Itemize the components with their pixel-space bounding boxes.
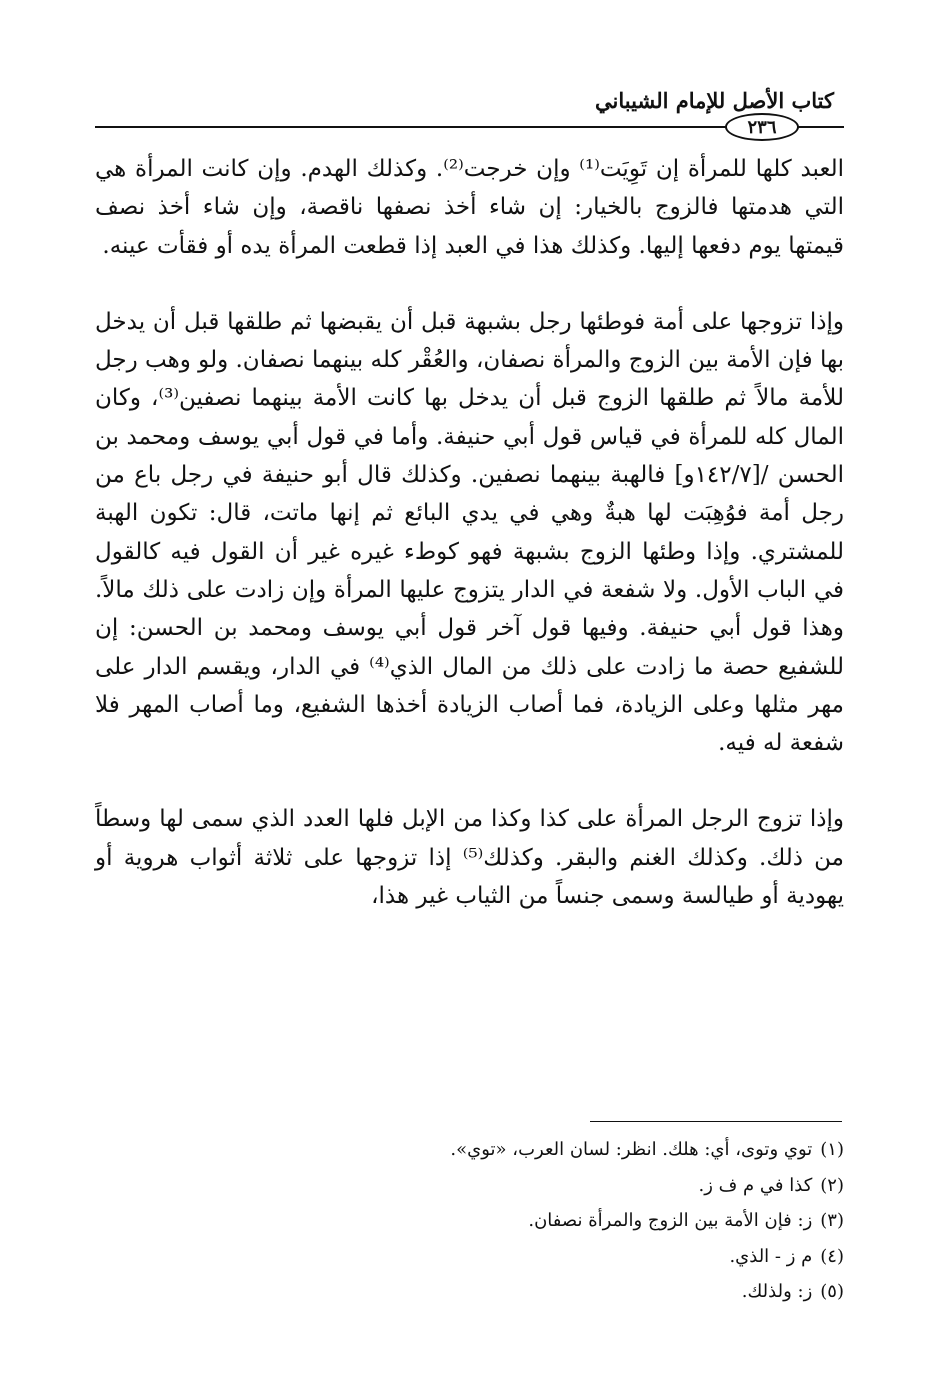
footnote-5	[95, 1274, 844, 1310]
footnote-text: ز: ولذلك.	[741, 1281, 813, 1302]
footnote-separator	[590, 1121, 842, 1122]
footnote-number: (٢)	[820, 1174, 844, 1196]
paragraph-1: العبد كلها للمرأة إن تَوِيَت⁽¹⁾ وإن خرجت⁽²⁾. وكذلك الهدم. وإن كانت المرأة هي التي هدمتها فالزوج بالخيار: إن شاء أخذ نصفها ناقصة، وإن شاء أخذ نصف قيمتها يوم دفعها إليها. وكذلك هذا في العبد إذا قطعت المرأة يده أو فقأت عينه.	[95, 156, 844, 259]
footnote-text: ز: فإن الأمة بين الزوج والمرأة نصفان.	[528, 1210, 813, 1231]
footnote-text: كذا في م ف ز.	[698, 1174, 813, 1196]
main-text	[95, 150, 844, 915]
footnote-number: (٥)	[820, 1281, 844, 1302]
footnote-4	[95, 1239, 844, 1275]
footnote-number: (١)	[820, 1139, 844, 1160]
footnote-number: (٣)	[820, 1210, 844, 1231]
paragraph-2: وإذا تزوجها على أمة فوطئها رجل بشبهة قبل أن يقبضها ثم طلقها قبل أن يدخل بها فإن الأمة بين الزوج والمرأة نصفان، والعُقْر كله بينهما نصفان. ولو وهب رجل للأمة مالاً ثم طلقها الزوج قبل أن يدخل بها كانت الأمة بينهما نصفين⁽³⁾، وكان المال كله للمرأة في قياس قول أبي حنيفة. وأما في قول أبي يوسف ومحمد بن الحسن /[١٤٢/٧و] فالهبة بينهما نصفين. وكذلك قال أبو حنيفة في رجل باع من رجل أمة فوُهِبَت لها هبةٌ وهي في يدي البائع ثم إنها ماتت، قال: تكون الهبة للمشتري. وإذا وطئها الزوج بشبهة فهو كوطء غيره غير أن القول فيه كالقول في الباب الأول. ولا شفعة في الدار يتزوج عليها المرأة وإن زادت على ذلك مالاً. وهذا قول أبي حنيفة. وفيها قول آخر قول أبي يوسف ومحمد بن الحسن: إن للشفيع حصة ما زادت على ذلك من المال الذي⁽⁴⁾ في الدار، ويقسم الدار على مهر مثلها وعلى الزيادة، فما أصاب الزيادة أخذها الشفيع، وما أصاب المهر فلا شفعة له فيه.	[95, 308, 845, 757]
footnote-3	[95, 1203, 844, 1239]
paragraph-3: وإذا تزوج الرجل المرأة على كذا وكذا من الإبل فلها العدد الذي سمى لها وسطاً من ذلك. وكذلك الغنم والبقر. وكذلك⁽⁵⁾ إذا تزوجها على ثلاثة أثواب هروية أو يهودية أو طيالسة وسمى جنساً من الثياب غير هذا،	[95, 806, 844, 910]
page-number-badge: ٢٣٦	[725, 113, 799, 141]
running-header-title: كتاب الأصل للإمام الشيباني	[595, 88, 834, 113]
footnote-2	[95, 1168, 844, 1204]
footnote-number: (٤)	[820, 1245, 844, 1267]
footnote-text: توي وتوى، أي: هلك. انظر: لسان العرب، «توي».	[450, 1139, 813, 1160]
footnote-text: م ز - الذي.	[729, 1245, 813, 1267]
footnote-1	[95, 1132, 844, 1168]
footnotes	[95, 1132, 844, 1310]
